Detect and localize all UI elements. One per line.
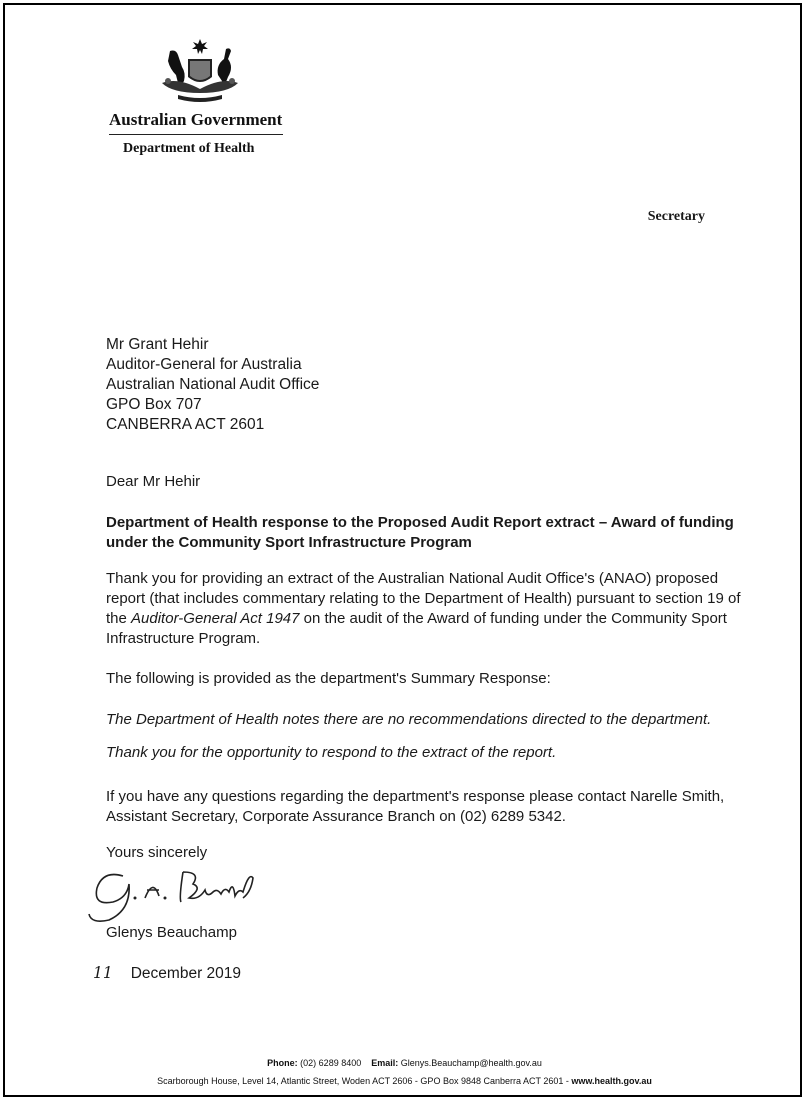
letter-date: [93, 963, 241, 984]
postal-address: Scarborough House, Level 14, Atlantic Street, Woden ACT 2606 - GPO Box 9848 Canberra ACT 2601 -: [157, 1076, 572, 1086]
act-title: Auditor-General Act 1947: [131, 610, 300, 627]
closing: Yours sincerely: [106, 844, 208, 861]
address-line: Auditor-General for Australia: [106, 356, 302, 373]
letter-page: [3, 3, 802, 1097]
paragraph-text: on the audit of the Award of funding under the Community Sport Infrastructure Program.: [106, 610, 727, 647]
footer-address: [5, 1076, 804, 1086]
phone-number: (02) 6289 8400: [300, 1058, 362, 1068]
email-address: Glenys.Beauchamp@health.gov.au: [400, 1058, 542, 1068]
body-paragraph: The following is provided as the department's Summary Response:: [106, 670, 551, 687]
government-letterhead: [109, 110, 289, 157]
letterhead-divider: [109, 134, 283, 135]
body-paragraph: [106, 569, 746, 649]
handwritten-signature: [83, 858, 283, 928]
website-link[interactable]: www.health.gov.au: [571, 1076, 652, 1086]
recipient-address: [106, 335, 319, 435]
footer-contact: [5, 1058, 804, 1068]
address-line: GPO Box 707: [106, 396, 202, 413]
government-name: Australian Government: [109, 110, 283, 129]
sender-role: Secretary: [647, 209, 705, 224]
salutation: Dear Mr Hehir: [106, 473, 201, 490]
signatory-name: Glenys Beauchamp: [106, 924, 237, 941]
address-line: Australian National Audit Office: [106, 376, 320, 393]
paragraph-text: Thank you for providing an extract of the Australian National Audit Office's (ANAO) proposed report (that includes commentary relating to the Department of Health) pursuant to section 19 of the: [106, 570, 741, 627]
summary-response: Thank you for the opportunity to respond to the extract of the report.: [106, 744, 557, 761]
department-name: Department of Health: [123, 141, 255, 156]
body-paragraph: If you have any questions regarding the department's response please contact Narelle Smith, Assistant Secretary, Corporate Assurance Branch on (02) 6289 5342.: [106, 788, 725, 825]
date-day: 11: [93, 964, 113, 982]
email-label: Email:: [371, 1058, 399, 1068]
summary-response: The Department of Health notes there are no recommendations directed to the department.: [106, 711, 712, 728]
address-line: CANBERRA ACT 2601: [106, 416, 265, 433]
phone-label: Phone:: [267, 1058, 298, 1068]
date-month-year: December 2019: [130, 965, 242, 982]
coat-of-arms-icon: [148, 37, 252, 103]
subject-line: Department of Health response to the Proposed Audit Report extract – Award of funding under the Community Sport Infrastructure Program: [106, 514, 734, 551]
address-line: Mr Grant Hehir: [106, 336, 209, 353]
